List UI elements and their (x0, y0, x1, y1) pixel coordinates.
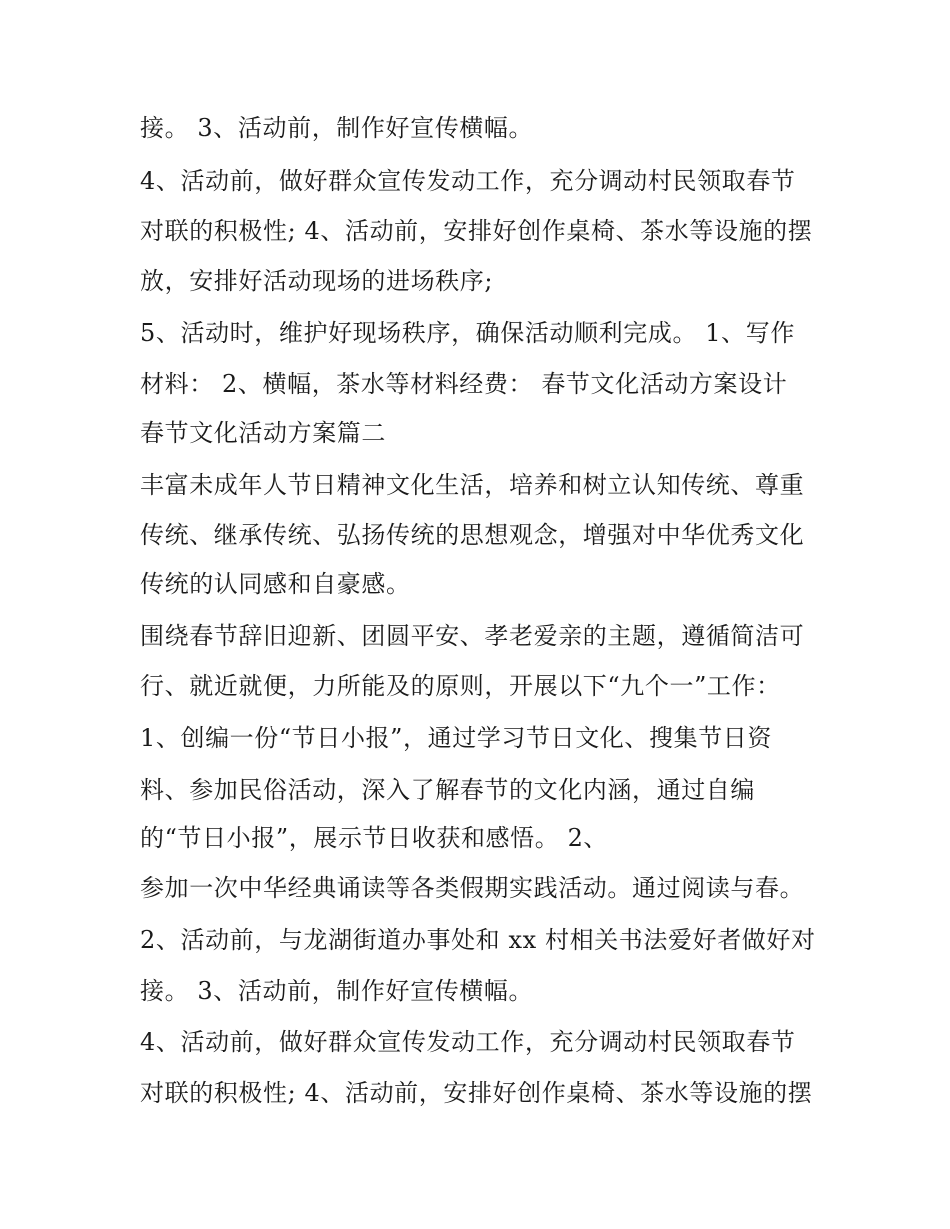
text-line: 放，安排好活动现场的进场秩序; (140, 267, 494, 295)
text-line: 5、活动时，维护好现场秩序，确保活动顺利完成。 1、写作 (140, 319, 795, 347)
text-line: 行、就近就便，力所能及的原则，开展以下“九个一”工作： (140, 672, 781, 700)
text-line: 料、参加民俗活动，深入了解春节的文化内涵，通过自编 (140, 776, 755, 804)
text-line: 接。 3、活动前，制作好宣传横幅。 (140, 977, 534, 1005)
text-line: 1、创编一份“节日小报”，通过学习节日文化、搜集节日资 (140, 724, 773, 752)
text-line: 传统、继承传统、弘扬传统的思想观念，增强对中华优秀文化 (140, 521, 805, 549)
text-line: 的“节日小报”，展示节日收获和感悟。 2、 (140, 824, 609, 852)
text-line: 参加一次中华经典诵读等各类假期实践活动。通过阅读与春。 (140, 874, 805, 902)
text-line: 4、活动前，做好群众宣传发动工作，充分调动村民领取春节 (140, 167, 796, 195)
text-line: 对联的积极性; 4、活动前，安排好创作桌椅、茶水等设施的摆 (140, 217, 813, 245)
text-line: 材料： 2、横幅，茶水等材料经费： 春节文化活动方案设计 (140, 370, 788, 398)
text-line: 2、活动前，与龙湖街道办事处和 xx 村相关书法爱好者做好对 (140, 926, 816, 954)
text-line: 围绕春节辞旧迎新、团圆平安、孝老爱亲的主题，遵循简洁可 (140, 622, 805, 650)
section-heading: 春节文化活动方案篇二 (140, 419, 386, 447)
text-line: 接。 3、活动前，制作好宣传横幅。 (140, 114, 534, 142)
text-line: 丰富未成年人节日精神文化生活，培养和树立认知传统、尊重 (140, 471, 805, 499)
text-line: 4、活动前，做好群众宣传发动工作，充分调动村民领取春节 (140, 1028, 796, 1056)
text-line: 传统的认同感和自豪感。 (140, 570, 411, 598)
text-line: 对联的积极性; 4、活动前，安排好创作桌椅、茶水等设施的摆 (140, 1079, 813, 1107)
